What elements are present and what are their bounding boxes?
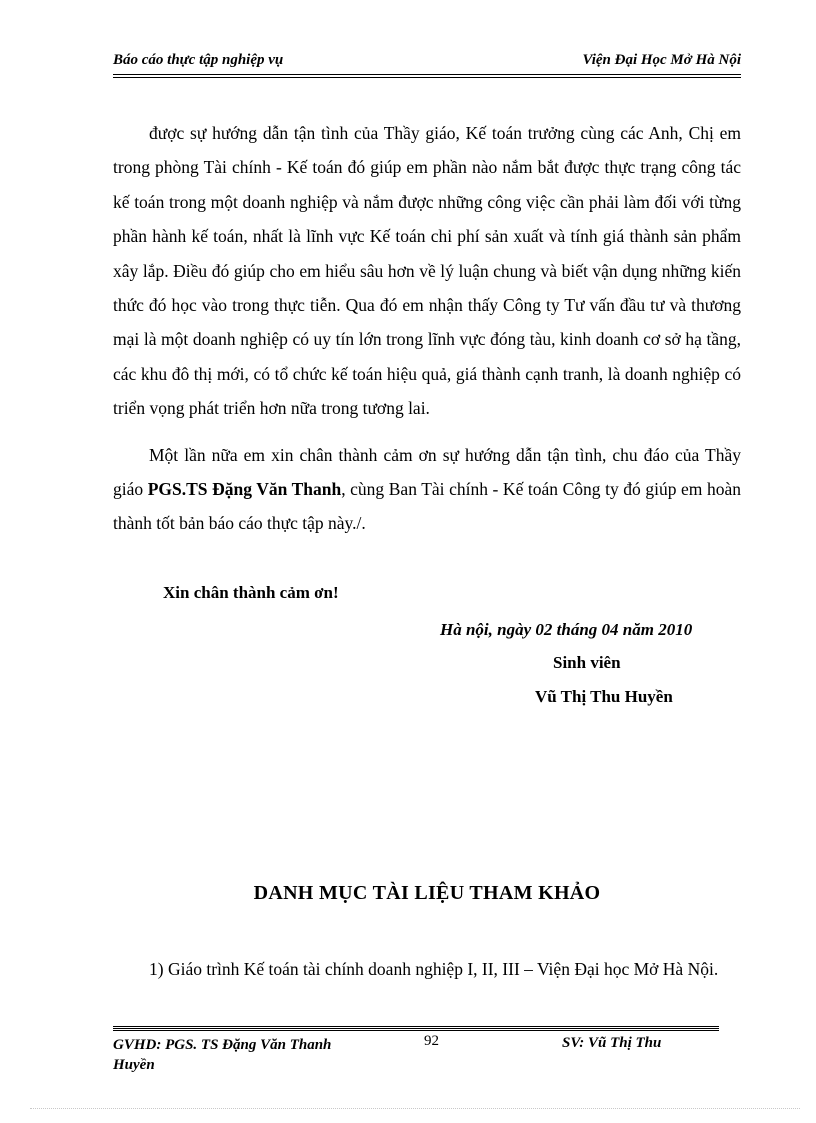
header-divider (113, 74, 741, 78)
body-text (113, 116, 741, 541)
page-number: 92 (424, 1033, 439, 1049)
reference-item: 1) Giáo trình Kế toán tài chính doanh nghiệp I, II, III – Viện Đại học Mở Hà Nội. (149, 959, 719, 979)
paragraph-1: được sự hướng dẫn tận tình của Thầy giáo, Kế toán trưởng cùng các Anh, Chị em trong phòng Tài chính - Kế toán đó giúp em phần nào nắm bắt được thực trạng công tác kế toán trong một doanh nghiệp và nắm được những công việc cần phải làm đối với từng phần hành kế toán, nhất là lĩnh vực Kế toán chi phí sản xuất và tính giá thành sản phẩm xây lắp. Điều đó giúp cho em hiểu sâu hơn về lý luận chung và biết vận dụng những kiến thức đó học vào trong thực tiễn. Qua đó em nhận thấy Công ty Tư vấn đầu tư và thương mại là một doanh nghiệp có uy tín lớn trong lĩnh vực đóng tàu, kinh doanh cơ sở hạ tầng, các khu đô thị mới, có tổ chức kế toán hiệu quả, giá thành cạnh tranh, là doanh nghiệp có triển vọng phát triển hơn nữa trong tương lai. (113, 123, 741, 419)
page-header (113, 52, 741, 76)
footer-student: SV: Vũ Thị Thu (562, 1035, 662, 1051)
header-left-title: Báo cáo thực tập nghiệp vụ (113, 52, 284, 68)
advisor-name: PGS.TS Đặng Văn Thanh (147, 479, 342, 500)
footer-divider (113, 1026, 719, 1032)
paragraph-2 (113, 438, 741, 541)
signature-name: Vũ Thị Thu Huyền (535, 687, 673, 706)
thanks-line: Xin chân thành cảm ơn! (163, 583, 339, 602)
signature-date: Hà nội, ngày 02 tháng 04 năm 2010 (440, 620, 693, 639)
paragraph-2-end: , cùng Ban Tài chính - Kế toán Công ty đó giúp em hoàn thành tốt bản báo cáo thực tập này./. (113, 479, 741, 534)
footer-advisor: GVHD: PGS. TS Đặng Văn Thanh Huyền (113, 1037, 332, 1073)
page-bottom-border (30, 1108, 800, 1109)
references-list (113, 952, 741, 986)
header-right-title: Viện Đại Học Mở Hà Nội (582, 52, 741, 68)
paragraph-2-start: Một lần nữa em xin chân thành cảm ơn sự hướng dẫn tận tình, chu đáo của Thầy giáo (113, 444, 741, 500)
signature-role: Sinh viên (553, 653, 621, 672)
references-title: DANH MỤC TÀI LIỆU THAM KHẢO (253, 882, 601, 904)
